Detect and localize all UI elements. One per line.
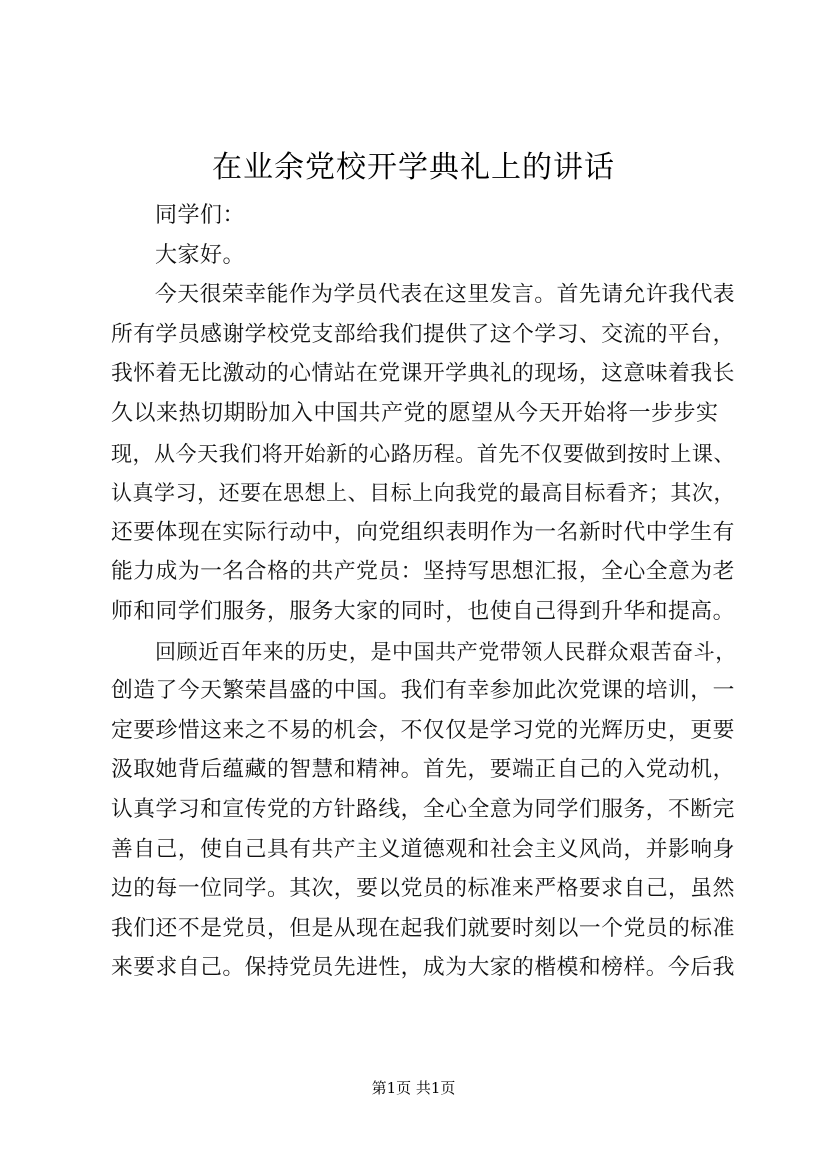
text-line: 定要珍惜这来之不易的机会，不仅仅是学习党的光辉历史，更要 (111, 717, 735, 743)
text-line: 认真学习，还要在思想上、目标上向我党的最高目标看齐；其次， (111, 480, 735, 506)
text-line: 今天很荣幸能作为学员代表在这里发言。首先请允许我代表 (155, 282, 736, 308)
text-line: 我们还不是党员，但是从现在起我们就要时刻以一个党员的标准 (111, 915, 735, 941)
paragraph-hello (111, 236, 735, 276)
document-title: 在业余党校开学典礼上的讲话 (212, 150, 615, 185)
text-line: 认真学习和宣传党的方针路线，全心全意为同学们服务，不断完 (111, 796, 735, 822)
document-body (111, 196, 735, 988)
paragraph-1 (111, 275, 735, 631)
text-line: 汲取她背后蕴藏的智慧和精神。首先，要端正自己的入党动机， (111, 757, 735, 783)
text-line: 能力成为一名合格的共产党员：坚持写思想汇报，全心全意为老 (111, 559, 735, 585)
page-footer: 第1页 共1页 (371, 1079, 456, 1097)
text-line: 现，从今天我们将开始新的心路历程。首先不仅要做到按时上课、 (111, 440, 735, 466)
text-line: 久以来热切期盼加入中国共产党的愿望从今天开始将一步步实 (111, 400, 719, 426)
text-line: 还要体现在实际行动中，向党组织表明作为一名新时代中学生有 (111, 519, 735, 545)
text-line: 创造了今天繁荣昌盛的中国。我们有幸参加此次党课的培训，一 (111, 678, 735, 704)
text-line: 回顾近百年来的历史，是中国共产党带领人民群众艰苦奋斗， (155, 638, 737, 664)
paragraph-greeting (111, 196, 735, 236)
text-line: 大家好。 (155, 242, 246, 268)
text-line: 师和同学们服务，服务大家的同时，也使自己得到升华和提高。 (111, 598, 735, 624)
text-line: 同学们： (155, 203, 246, 228)
text-line: 边的每一位同学。其次，要以党员的标准来严格要求自己，虽然 (111, 876, 735, 902)
text-line: 善自己，使自己具有共产主义道德观和社会主义风尚，并影响身 (111, 836, 735, 862)
text-line: 我怀着无比激动的心情站在党课开学典礼的现场，这意味着我长 (111, 361, 735, 387)
paragraph-2 (111, 632, 735, 988)
text-line: 来要求自己。保持党员先进性，成为大家的楷模和榜样。今后我 (111, 955, 735, 981)
text-line: 所有学员感谢学校党支部给我们提供了这个学习、交流的平台， (111, 321, 735, 347)
